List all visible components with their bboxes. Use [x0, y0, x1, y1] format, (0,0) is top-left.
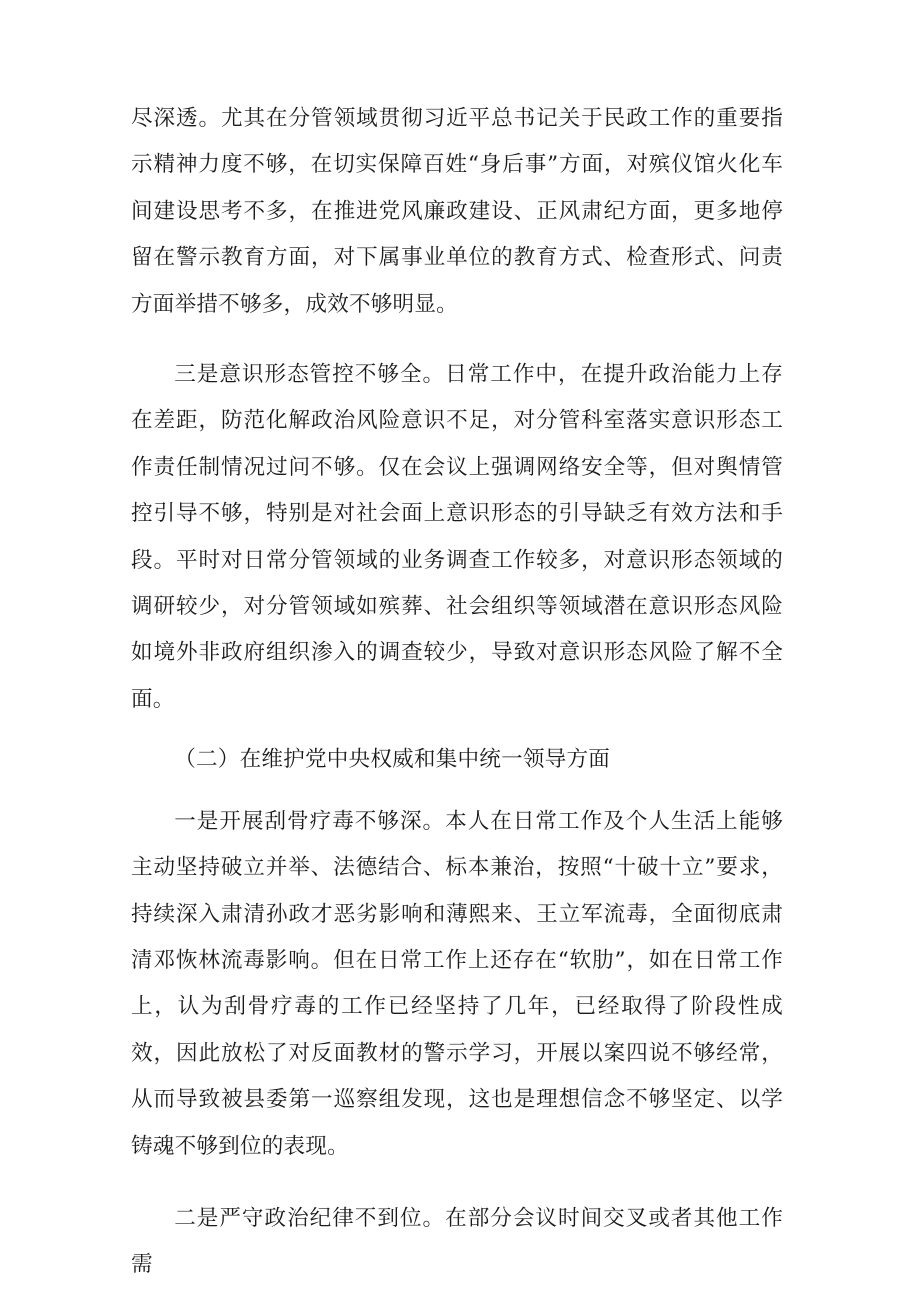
- paragraph-political-discipline: 二是严守政治纪律不到位。在部分会议时间交叉或者其他工作需: [131, 1205, 783, 1278]
- paragraph-scraping-poison: 一是开展刮骨疗毒不够深。本人在日常工作及个人生活上能够主动坚持破立并举、法德结合、标本兼治，按照“十破十立”要求，持续深入肃清孙政才恶劣影响和薄熙来、王立军流毒，全面彻底肃清邓恢林流毒影响。但在日常工作上还存在“软肋”，如在日常工作上，认为刮骨疗毒的工作已经坚持了几年，已经取得了阶段性成效，因此放松了对反面教材的警示学习，开展以案四说不够经常，从而导致被县委第一巡察组发现，这也是理想信念不够坚定、以学铸魂不够到位的表现。: [131, 808, 783, 1159]
- paragraph-ideology-control: 三是意识形态管控不够全。日常工作中，在提升政治能力上存在差距，防范化解政治风险意识不足，对分管科室落实意识形态工作责任制情况过问不够。仅在会议上强调网络安全等，但对舆情管控引导不够，特别是对社会面上意识形态的引导缺乏有效方法和手段。平时对日常分管领域的业务调查工作较多，对意识形态领域的调研较少，对分管领域如殡葬、社会组织等领域潜在意识形态风险如境外非政府组织渗入的调查较少，导致对意识形态风险了解不全面。: [131, 362, 783, 712]
- section-heading: （二）在维护党中央权威和集中统一领导方面: [174, 747, 611, 773]
- document-body: [131, 96, 783, 1289]
- paragraph-continuation: 尽深透。尤其在分管领域贯彻习近平总书记关于民政工作的重要指示精神力度不够，在切实保障百姓“身后事”方面，对殡仪馆火化车间建设思考不多，在推进党风廉政建设、正风肃纪方面，更多地停留在警示教育方面，对下属事业单位的教育方式、检查形式、问责方面举措不够多，成效不够明显。: [131, 106, 783, 317]
